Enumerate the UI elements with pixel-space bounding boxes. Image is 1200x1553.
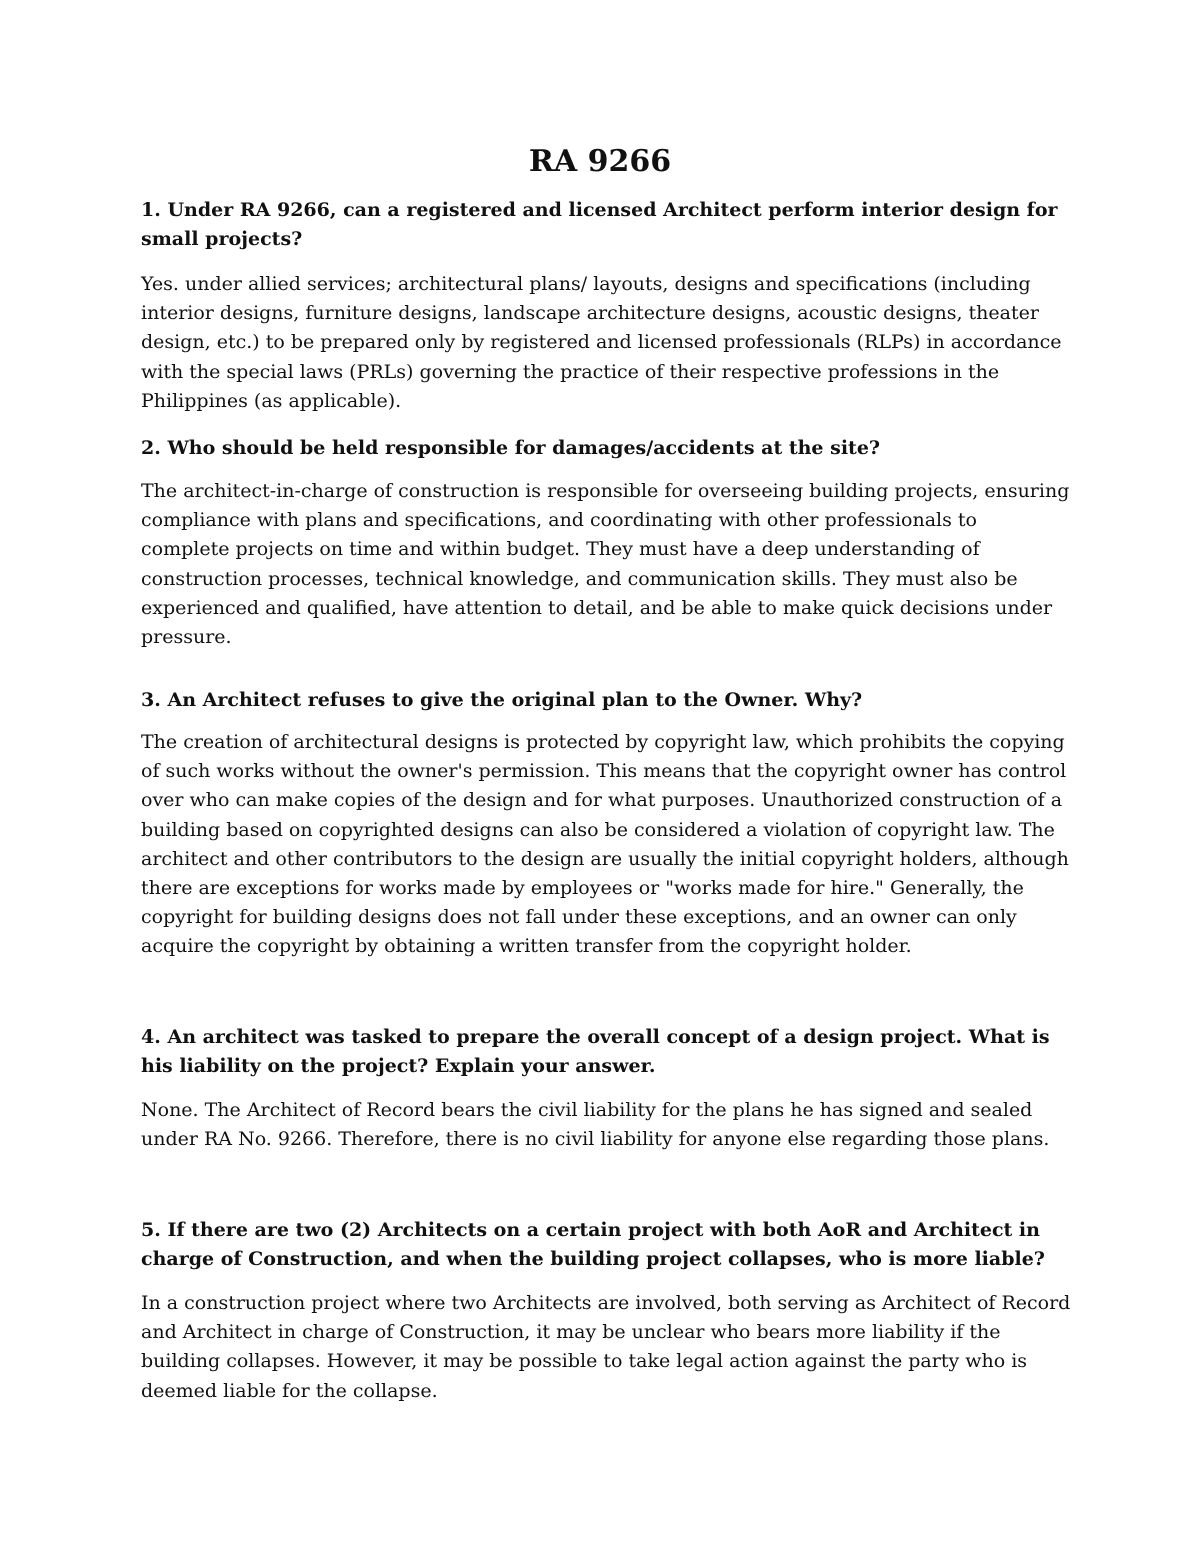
answer-3: The creation of architectural designs is protected by copyright law, which prohibits the copying of such works without the owner's permission. This means that the copyright owner has control over who can make copies of the design and for what purposes. Unauthorized construction of a building based on copyrighted designs can also be considered a violation of copyright law. The architect and other contributors to the design are usually the initial copyright holders, although there are exceptions for works made by employees or "works made for hire." Generally, the copyright for building designs does not fall under these exceptions, and an owner can only acquire the copyright by obtaining a written transfer from the copyright holder. — [141, 731, 1069, 958]
answer-5: In a construction project where two Architects are involved, both serving as Architect of Record and Architect in charge of Construction, it may be unclear who bears more liability if the building collapses. However, it may be possible to take legal action against the party who is deemed liable for the collapse. — [141, 1292, 1071, 1402]
document-title: RA 9266 — [528, 144, 672, 179]
question-4: 4. An architect was tasked to prepare the overall concept of a design project. What is his liability on the project? Explain your answer. — [141, 1026, 1050, 1077]
question-1: 1. Under RA 9266, can a registered and licensed Architect perform interior design for small projects? — [141, 199, 1058, 250]
answer-2: The architect-in-charge of construction is responsible for overseeing building projects, ensuring compliance with plans and specifications, and coordinating with other professionals to complete projects on time and within budget. They must have a deep understanding of construction processes, technical knowledge, and communication skills. They must also be experienced and qualified, have attention to detail, and be able to make quick decisions under pressure. — [141, 480, 1070, 649]
question-2: 2. Who should be held responsible for damages/accidents at the site? — [141, 437, 881, 459]
answer-1: Yes. under allied services; architectural plans/ layouts, designs and specifications (including interior designs, furniture designs, landscape architecture designs, acoustic designs, theater design, etc.) to be prepared only by registered and licensed professionals (RLPs) in accordance with the special laws (PRLs) governing the practice of their respective professions in the Philippines (as applicable). — [141, 273, 1062, 412]
answer-4: None. The Architect of Record bears the civil liability for the plans he has signed and sealed under RA No. 9266. Therefore, there is no civil liability for anyone else regarding those plans. — [141, 1099, 1050, 1151]
question-3: 3. An Architect refuses to give the original plan to the Owner. Why? — [141, 689, 863, 711]
question-5: 5. If there are two (2) Architects on a certain project with both AoR and Architect in charge of Construction, and when the building project collapses, who is more liable? — [141, 1219, 1045, 1270]
